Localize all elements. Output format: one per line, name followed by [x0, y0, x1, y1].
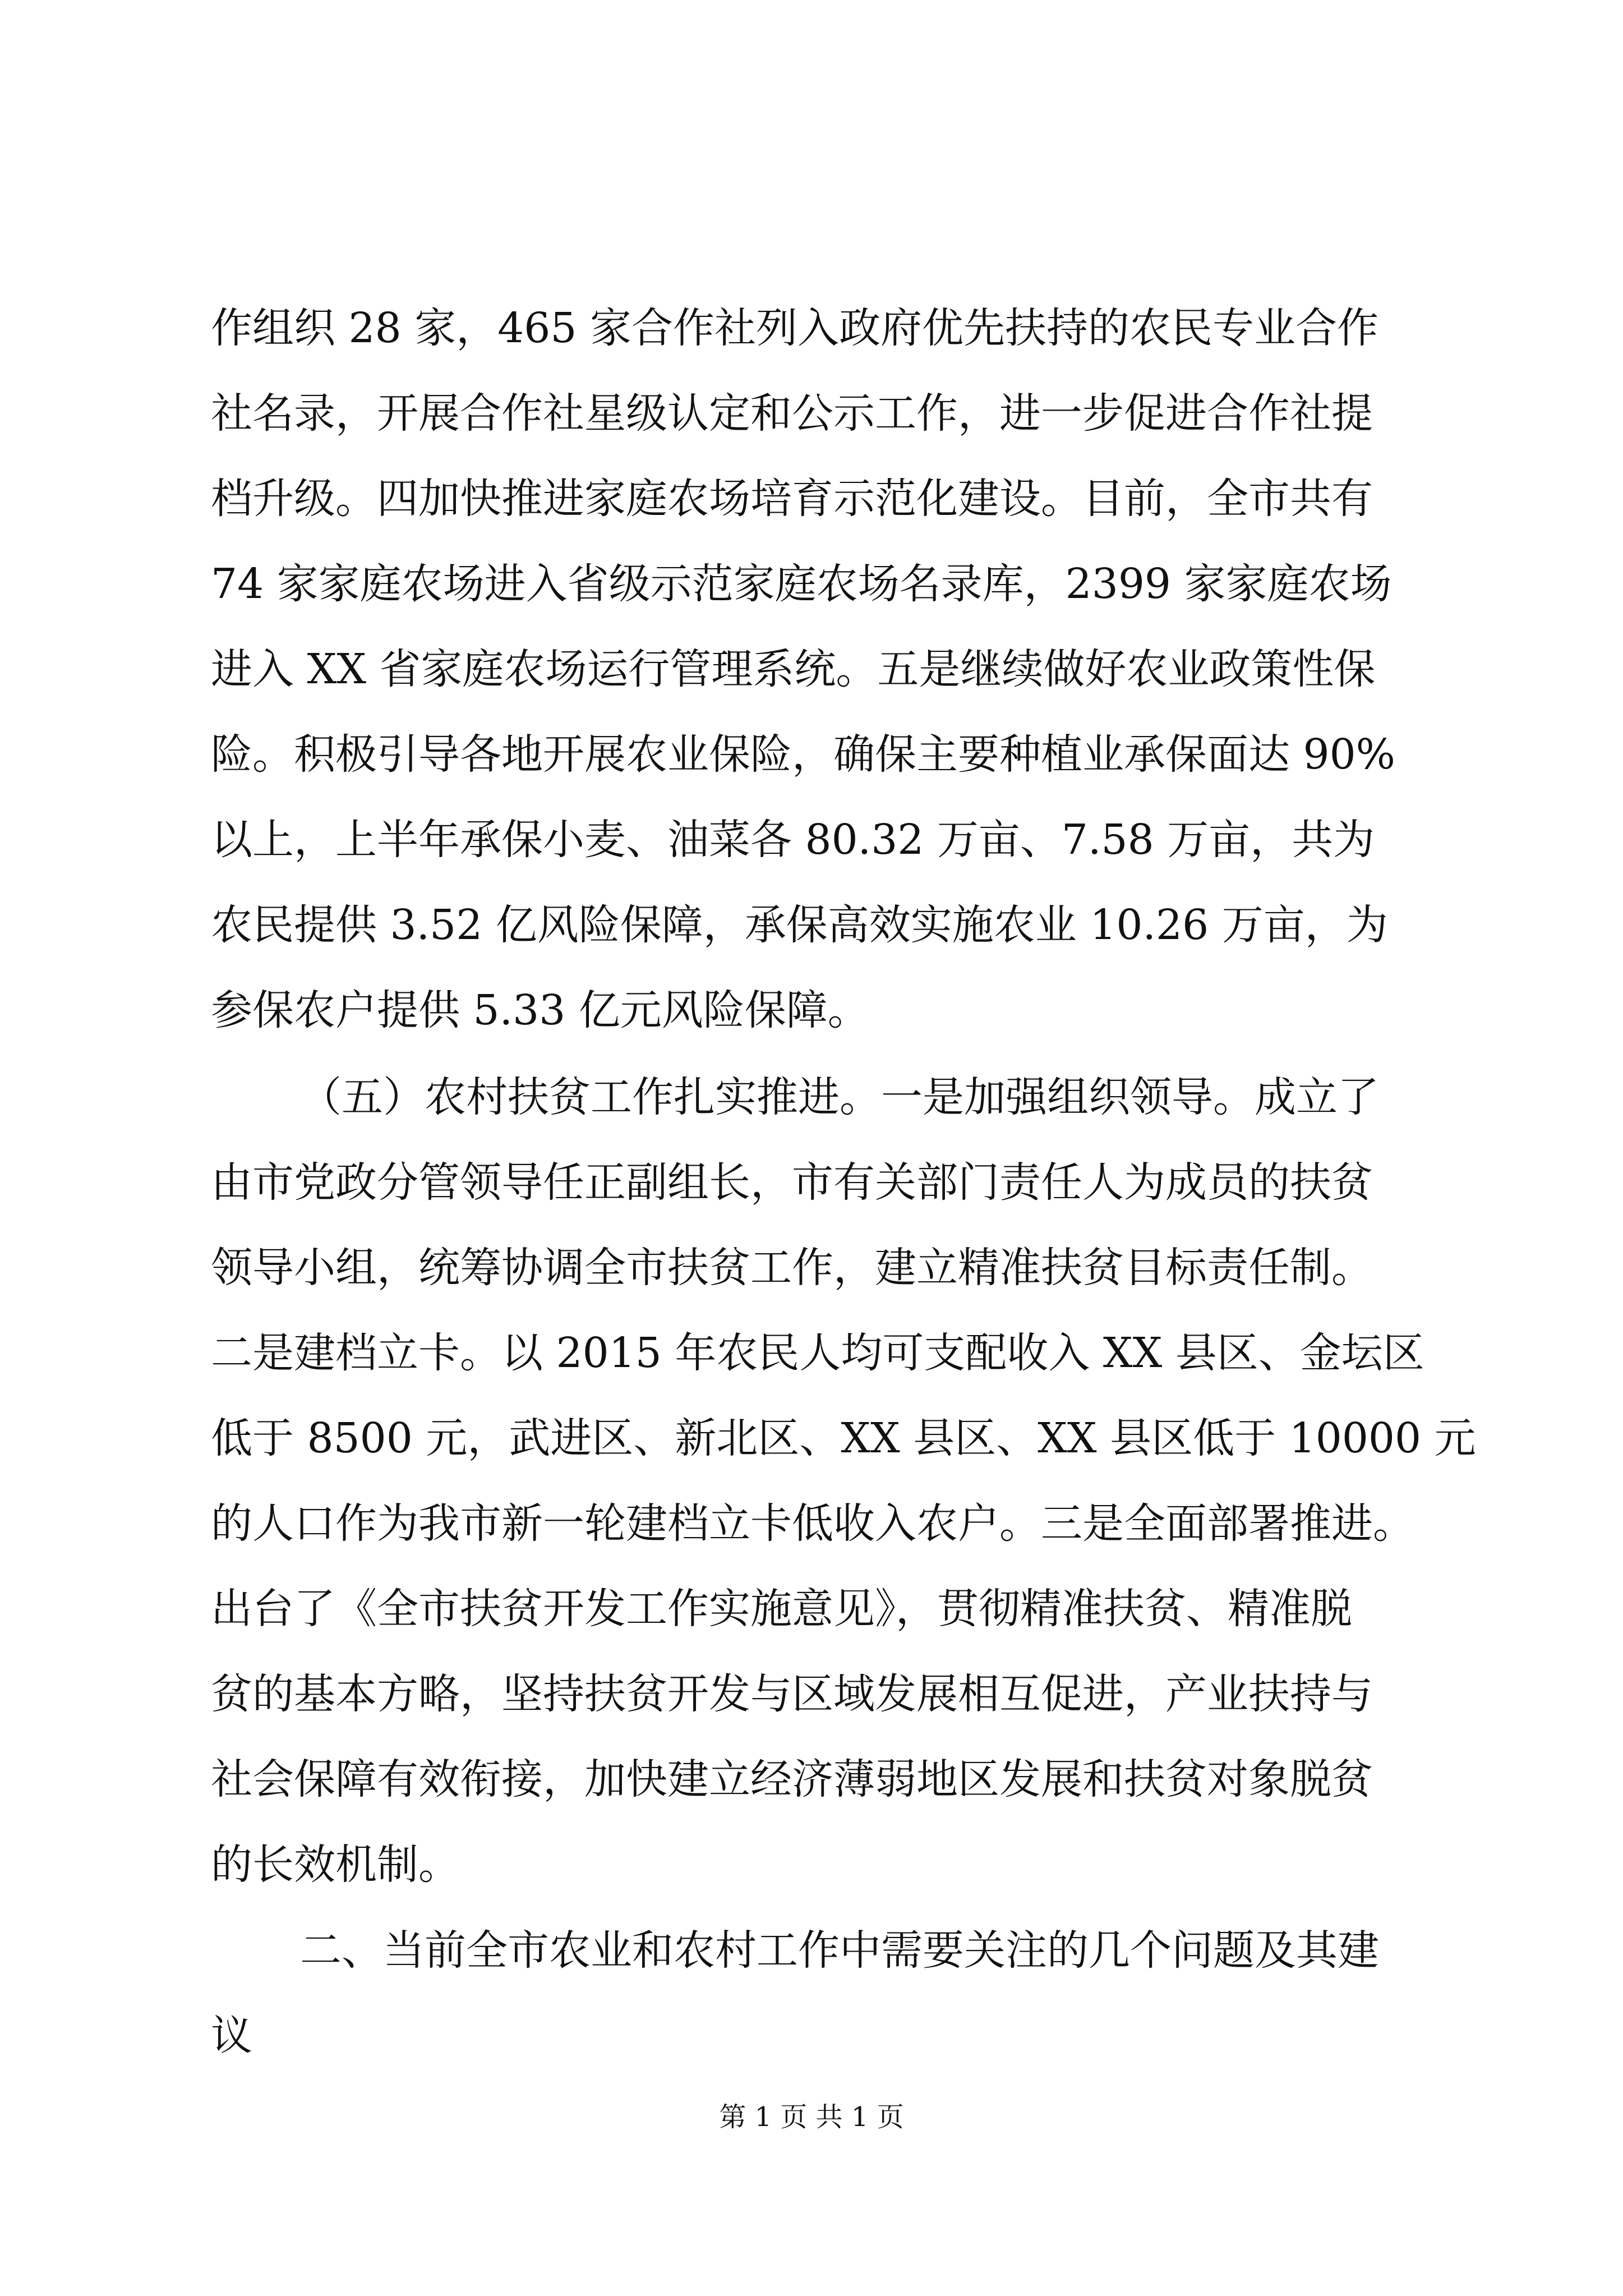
text-line: 进入 XX 省家庭农场运行管理系统。五是继续做好农业政策性保: [211, 645, 1376, 693]
text-line: 的人口作为我市新一轮建档立卡低收入农户。三是全面部署推进。: [211, 1499, 1414, 1548]
text-line: 参保农户提供 5.33 亿元风险保障。: [211, 986, 869, 1034]
page-footer: 第 1 页 共 1 页: [719, 2101, 904, 2133]
text-line: 贫的基本方略，坚持扶贫开发与区域发展相互促进，产业扶持与: [211, 1670, 1373, 1718]
text-line: 险。积极引导各地开展农业保险，确保主要种植业承保面达 90%: [211, 730, 1395, 779]
text-line: 的长效机制。: [211, 1841, 460, 1889]
section-heading-line: 二、当前全市农业和农村工作中需要关注的几个问题及其建: [300, 1926, 1379, 1975]
text-line: 档升级。四加快推进家庭农场培育示范化建设。目前，全市共有: [211, 475, 1373, 523]
text-line: 以上，上半年承保小麦、油菜各 80.32 万亩、7.58 万亩，共为: [211, 816, 1375, 864]
text-line: 二是建档立卡。以 2015 年农民人均可支配收入 XX 县区、金坛区: [211, 1329, 1424, 1377]
section-heading-line: 议: [211, 2012, 252, 2060]
text-line: 领导小组，统筹协调全市扶贫工作，建立精准扶贫目标责任制。: [211, 1244, 1373, 1292]
text-line: 低于 8500 元，武进区、新北区、XX 县区、XX 县区低于 10000 元: [211, 1414, 1476, 1462]
text-line: 作组织 28 家，465 家合作社列入政府优先扶持的农民专业合作: [211, 304, 1378, 352]
text-line: 出台了《全市扶贫开发工作实施意见》，贯彻精准扶贫、精准脱: [211, 1585, 1352, 1633]
text-line: 社会保障有效衔接，加快建立经济薄弱地区发展和扶贫对象脱贫: [211, 1755, 1373, 1803]
text-line: 农民提供 3.52 亿风险保障，承保高效实施农业 10.26 万亩，为: [211, 901, 1388, 949]
text-line: 社名录，开展合作社星级认定和公示工作，进一步促进合作社提: [211, 389, 1373, 438]
text-line: 由市党政分管领导任正副组长，市有关部门责任人为成员的扶贫: [211, 1158, 1373, 1207]
paragraph-heading-line: （五）农村扶贫工作扎实推进。一是加强组织领导。成立了: [300, 1073, 1379, 1121]
text-line: 74 家家庭农场进入省级示范家庭农场名录库，2399 家家庭农场: [211, 560, 1392, 608]
